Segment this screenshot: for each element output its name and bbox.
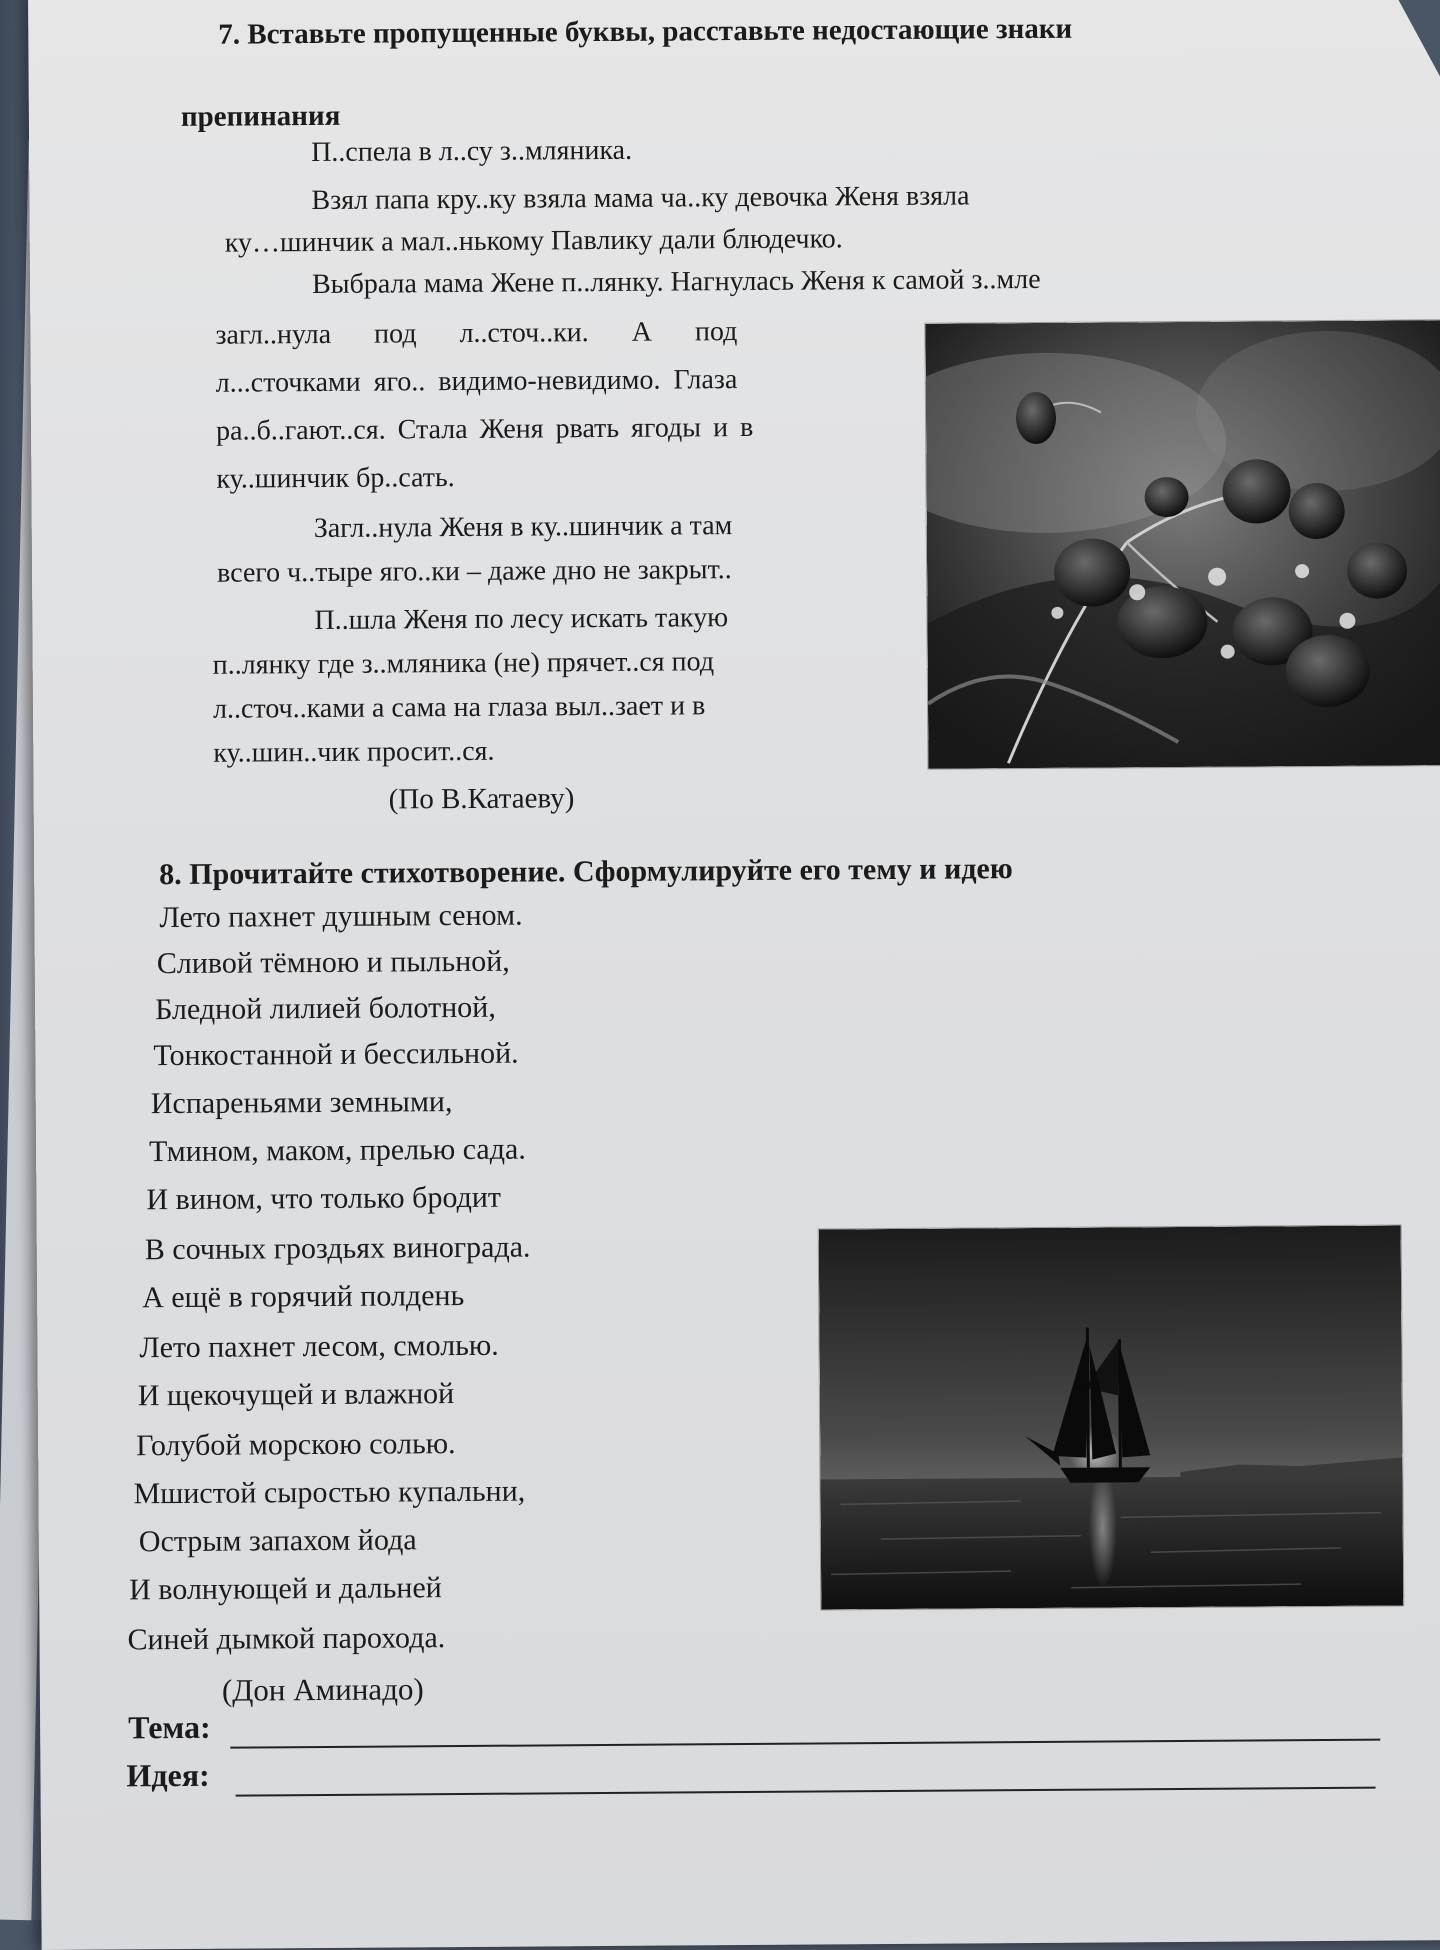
poem-line: Лето пахнет душным сеном. (159, 898, 523, 935)
poem-line: Острым запахом йода (138, 1523, 417, 1559)
exercise-8-title: 8. Прочитайте стихотворение. Сформулируйте его тему и идею (159, 852, 1013, 892)
poem-line: А ещё в горячий полдень (142, 1278, 465, 1315)
ex7-line: ра..б..гают..ся. Стала Женя рвать ягоды и в (215, 411, 754, 447)
poem-line: В сочных гроздьях винограда. (144, 1230, 531, 1267)
poem-line: Тонкостанной и бессильной. (153, 1036, 519, 1073)
ex7-line: л...сточками яго.. видимо-невидимо. Глаза (215, 364, 738, 399)
ex7-line: л..сточ..ками а сама на глаза выл..зает и в (212, 690, 706, 725)
poem-line: И щекочущей и влажной (137, 1377, 455, 1413)
ex7-line: ку…шинчик а мал..нькому Павлику дали блюдечко. (224, 223, 843, 259)
ex7-line: всего ч..тыре яго..ки – даже дно не закрыт.. (216, 554, 732, 589)
poem-line: Тмином, маком, прелью сада. (148, 1132, 526, 1169)
ex7-line: Загл..нула Женя в ку..шинчик а там (313, 510, 733, 545)
sailboat-photo (819, 1225, 1404, 1609)
ex7-line: ку..шин..чик просит..ся. (213, 735, 495, 769)
ex8-source: (Дон Аминадо) (221, 1671, 424, 1708)
poem-line: Синей дымкой парохода. (127, 1621, 446, 1657)
strawberry-photo (925, 320, 1440, 769)
theme-answer-line[interactable] (230, 1739, 1380, 1749)
idea-label: Идея: (126, 1756, 210, 1794)
poem-line: Сливой тёмною и пыльной, (156, 944, 510, 981)
ex7-source: (По В.Катаеву) (388, 782, 575, 816)
poem-line: Лето пахнет лесом, смолью. (139, 1328, 499, 1365)
theme-label: Тема: (128, 1708, 211, 1746)
exercise-7-title: 7. Вставьте пропущенные буквы, расставьте недостающие знаки (218, 12, 1073, 51)
exercise-7-title-cont: препинания (180, 99, 341, 133)
ex7-line: загл..нула под л..сточ..ки. А под (215, 316, 738, 351)
worksheet-page (28, 0, 1440, 1950)
page-corner (1388, 0, 1440, 131)
ex7-line: п..лянку где з..мляника (не) прячет..ся под (212, 646, 715, 681)
ex7-line: ку..шинчик бр..сать. (216, 462, 455, 495)
ex7-line: П..шла Женя по лесу искать такую (314, 602, 729, 637)
poem-line: И волнующей и дальней (129, 1571, 442, 1607)
idea-answer-line[interactable] (236, 1787, 1376, 1797)
poem-line: И вином, что только бродит (146, 1180, 502, 1217)
ex7-line: Взял папа кру..ку взяла мама ча..ку девочка Женя взяла (311, 180, 970, 217)
poem-line: Голубой морскою солью. (136, 1427, 456, 1463)
poem-line: Испареньями земными, (150, 1085, 453, 1121)
ex7-line: Выбрала мама Жене п..лянку. Нагнулась Женя к самой з..мле (311, 263, 1041, 301)
ex7-line: П..спела в л..су з..мляника. (311, 134, 633, 169)
poem-line: Мшистой сыростью купальни, (133, 1474, 526, 1511)
poem-line: Бледной лилией болотной, (155, 990, 496, 1027)
